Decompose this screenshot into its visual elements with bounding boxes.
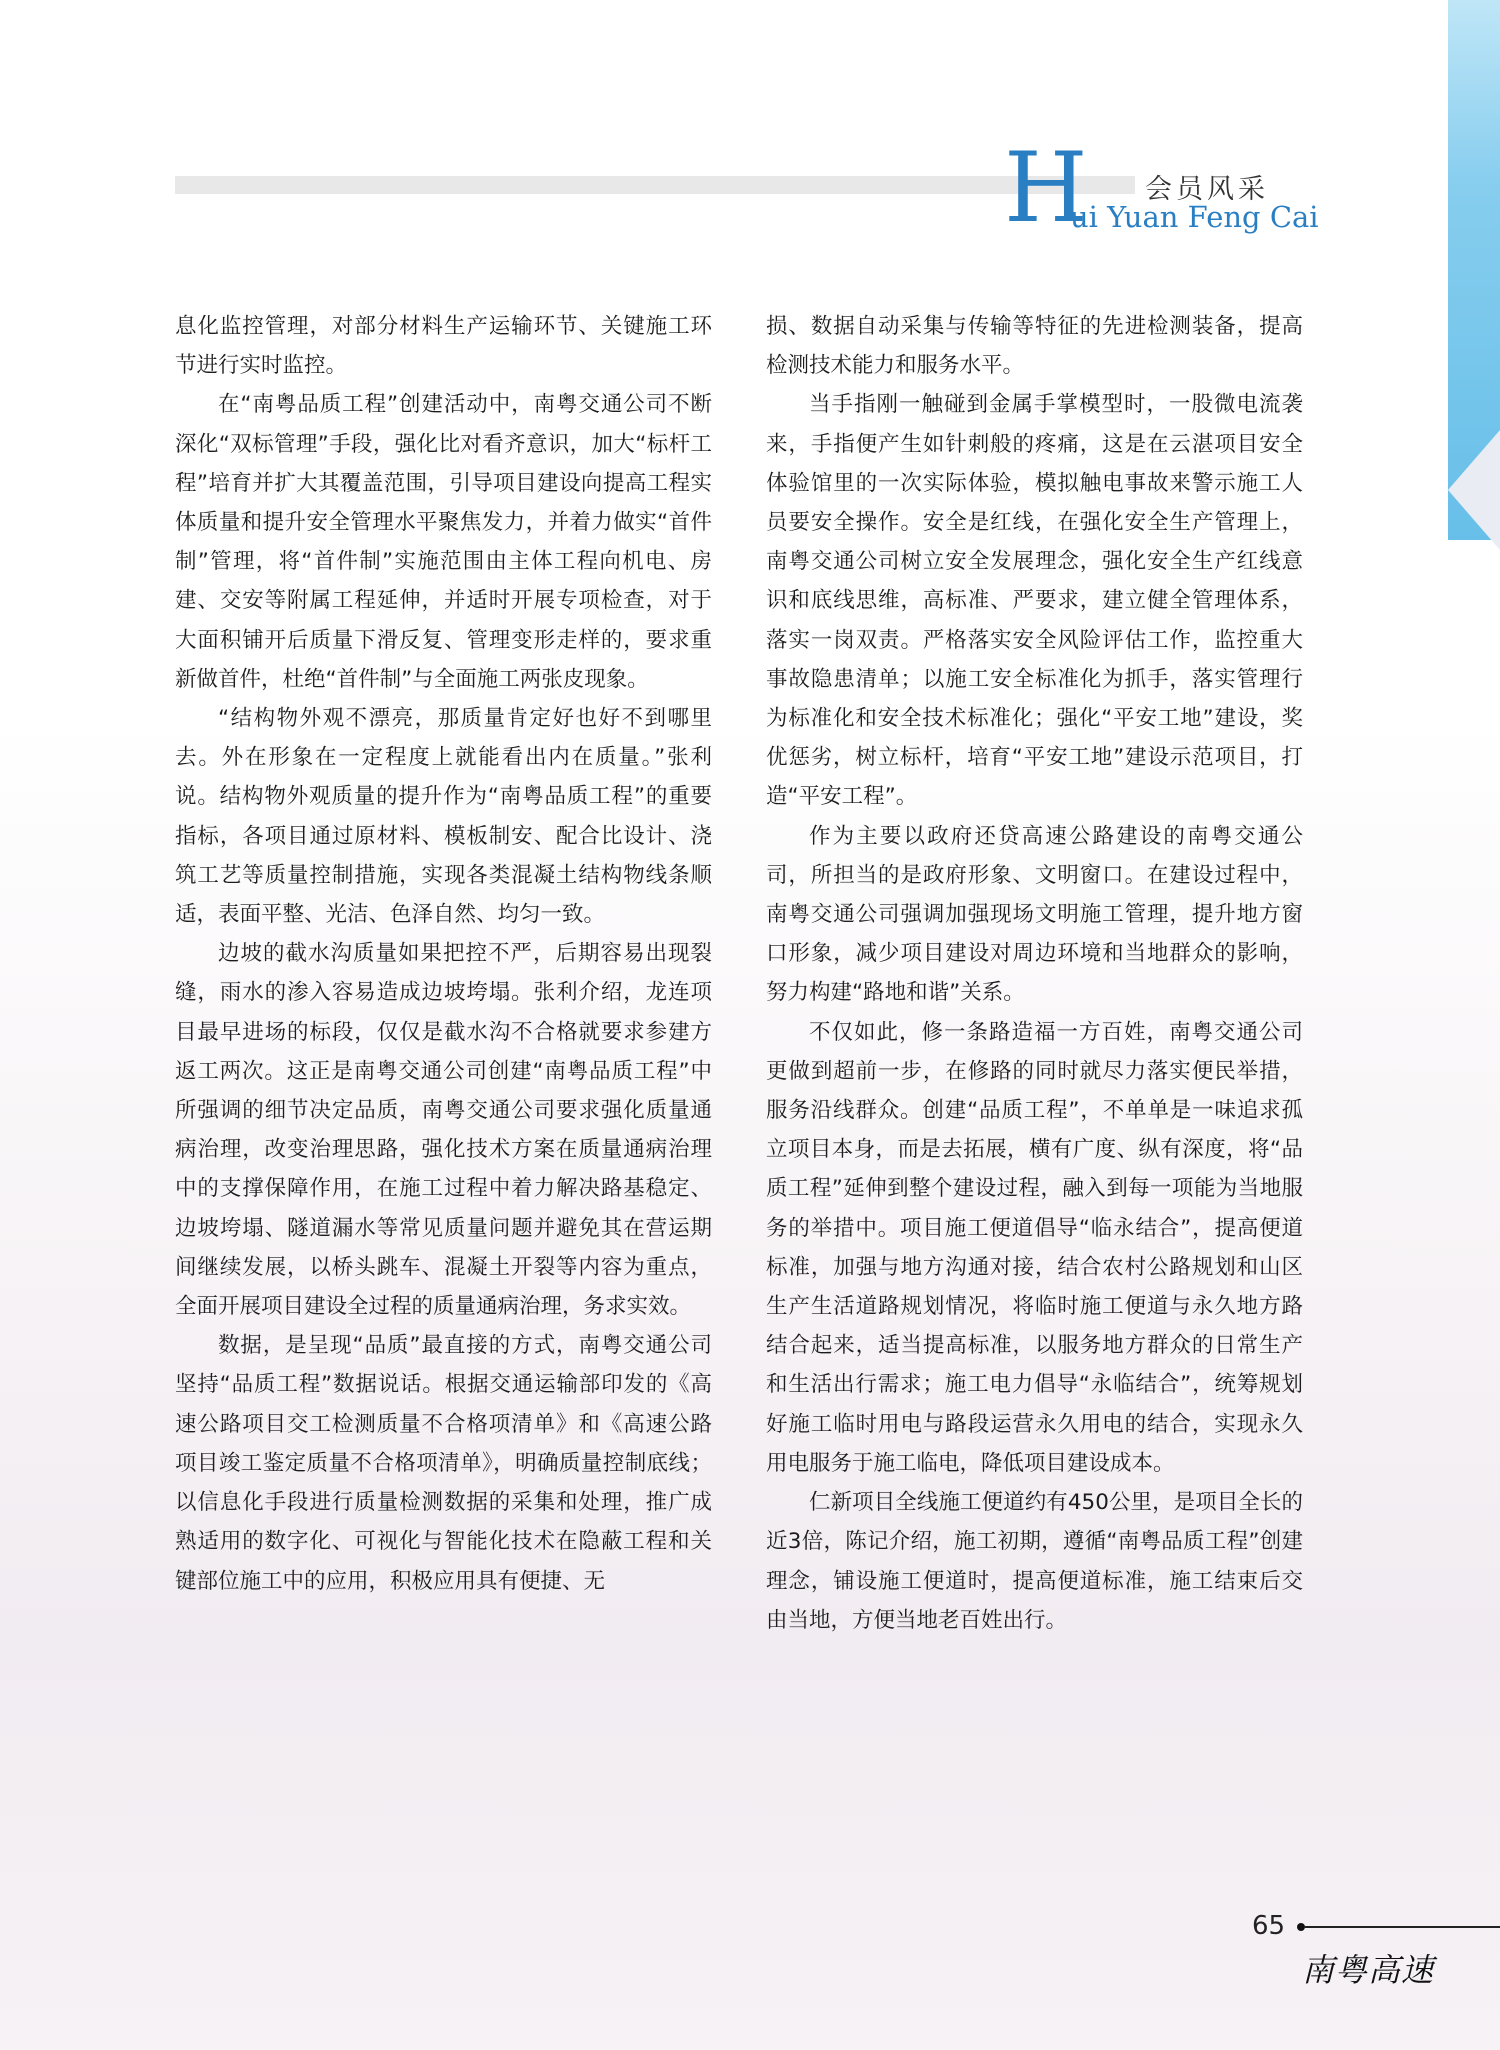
paragraph: 当手指刚一触碰到金属手掌模型时，一股微电流袭来，手指便产生如针刺般的疼痛，这是在云湛项目安全体验馆里的一次实际体验，模拟触电事故来警示施工人员要安全操作。安全是红线，在强化安全生产管理上，南粤交通公司树立安全发展理念，强化安全生产红线意识和底线思维，高标准、严要求，建立健全管理体系，落实一岗双责。严格落实安全风险评估工作，监控重大事故隐患清单；以施工安全标准化为抓手，落实管理行为标准化和安全技术标准化；强化“平安工地”建设，奖优惩劣，树立标杆，培育“平安工地”建设示范项目，打造“平安工程”。	[766, 392, 1303, 810]
paragraph: 在“南粤品质工程”创建活动中，南粤交通公司不断深化“双标管理”手段，强化比对看齐意识，加大“标杆工程”培育并扩大其覆盖范围，引导项目建设向提高工程实体质量和提升安全管理水平聚焦发力，并着力做实“首件制”管理，将“首件制”实施范围由主体工程向机电、房建、交安等附属工程延伸，并适时开展专项检查，对于大面积铺开后质量下滑反复、管理变形走样的，要求重新做首件，杜绝“首件制”与全面施工两张皮现象。	[175, 392, 712, 692]
edge-decoration-tip	[1448, 430, 1500, 550]
header-rule	[175, 176, 1135, 194]
paragraph: 不仅如此，修一条路造福一方百姓，南粤交通公司更做到超前一步，在修路的同时就尽力落实便民举措，服务沿线群众。创建“品质工程”，不单单是一味追求孤立项目本身，而是去拓展，横有广度、纵有深度，将“品质工程”延伸到整个建设过程，融入到每一项能为当地服务的举措中。项目施工便道倡导“临永结合”，提高便道标准，加强与地方沟通对接，结合农村公路规划和山区生产生活道路规划情况，将临时施工便道与永久地方路结合起来，适当提高标准，以服务地方群众的日常生产和生活出行需求；施工电力倡导“永临结合”，统筹规划好施工临时用电与路段运营永久用电的结合，实现永久用电服务于施工临电，降低项目建设成本。	[766, 1019, 1303, 1476]
section-title-en: ui Yuan Feng Cai	[1070, 200, 1319, 234]
paragraph: 息化监控管理，对部分材料生产运输环节、关键施工环节进行实时监控。	[175, 314, 712, 379]
magazine-logo: 南粤高速	[1302, 1951, 1435, 1989]
paragraph: 边坡的截水沟质量如果把控不严，后期容易出现裂缝，雨水的渗入容易造成边坡垮塌。张利介绍，龙连项目最早进场的标段，仅仅是截水沟不合格就要求参建方返工两次。这正是南粤交通公司创建“南粤品质工程”中所强调的细节决定品质，南粤交通公司要求强化质量通病治理，改变治理思路，强化技术方案在质量通病治理中的支撑保障作用，在施工过程中着力解决路基稳定、边坡垮塌、隧道漏水等常见质量问题并避免其在营运期间继续发展，以桥头跳车、混凝土开裂等内容为重点，全面开展项目建设全过程的质量通病治理，务求实效。	[175, 941, 712, 1320]
left-column	[175, 307, 712, 1601]
paragraph: 作为主要以政府还贷高速公路建设的南粤交通公司，所担当的是政府形象、文明窗口。在建设过程中，南粤交通公司强调加强现场文明施工管理，提升地方窗口形象，减少项目建设对周边环境和当地群众的影响，努力构建“路地和谐”关系。	[766, 823, 1303, 1006]
footer-rule	[1305, 1926, 1500, 1928]
paragraph: 仁新项目全线施工便道约有450公里，是项目全长的近3倍，陈记介绍，施工初期，遵循“南粤品质工程”创建理念，铺设施工便道时，提高便道标准，施工结束后交由当地，方便当地老百姓出行。	[766, 1490, 1303, 1633]
page-number: 65	[1252, 1911, 1286, 1941]
section-title-cn: 会员风采	[1145, 174, 1269, 205]
paragraph: “结构物外观不漂亮，那质量肯定好也好不到哪里去。外在形象在一定程度上就能看出内在质量。”张利说。结构物外观质量的提升作为“南粤品质工程”的重要指标，各项目通过原材料、模板制安、配合比设计、浇筑工艺等质量控制措施，实现各类混凝土结构物线条顺适，表面平整、光洁、色泽自然、均匀一致。	[175, 706, 712, 928]
right-column	[766, 307, 1303, 1640]
paragraph: 损、数据自动采集与传输等特征的先进检测装备，提高检测技术能力和服务水平。	[766, 314, 1303, 379]
footer-dot	[1297, 1923, 1305, 1931]
paragraph: 数据，是呈现“品质”最直接的方式，南粤交通公司坚持“品质工程”数据说话。根据交通运输部印发的《高速公路项目交工检测质量不合格项清单》和《高速公路项目竣工鉴定质量不合格项清单》，明确质量控制底线；以信息化手段进行质量检测数据的采集和处理，推广成熟适用的数字化、可视化与智能化技术在隐蔽工程和关键部位施工中的应用，积极应用具有便捷、无	[175, 1333, 712, 1594]
section-initial: H	[1004, 132, 1088, 244]
